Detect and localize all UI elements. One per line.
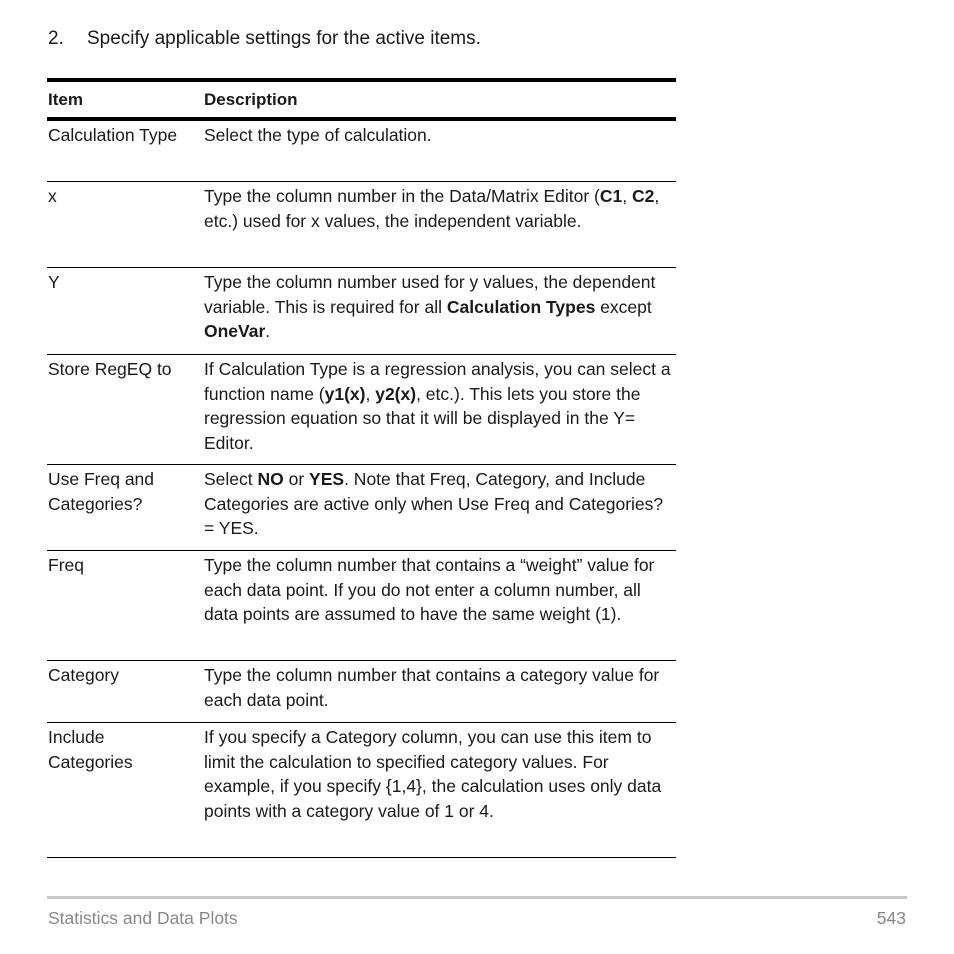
row-item: Category — [48, 665, 120, 685]
row-item: Y — [48, 272, 60, 292]
row-description: Type the column number that contains a “weight” value for each data point. If you do not enter a column number, all data points are assumed to have the same weight (1). — [204, 555, 655, 624]
row-item: Freq — [48, 555, 84, 575]
row-item: x — [48, 186, 57, 206]
row-description: If Calculation Type is a regression analysis, you can select a function name (y1(x), y2(x), etc.). This lets you store the regression equation so that it will be displayed in the Y= Editor. — [204, 359, 671, 453]
row-item: Store RegEQ to — [48, 359, 172, 379]
row-description: Type the column number used for y values, the dependent variable. This is required for all Calculation Types except OneVar. — [204, 272, 656, 341]
settings-table — [47, 78, 676, 858]
row-description: Type the column number in the Data/Matrix Editor (C1, C2, etc.) used for x values, the independent variable. — [204, 186, 660, 231]
row-description: If you specify a Category column, you can use this item to limit the calculation to specified category values. For example, if you specify {1,4}, the calculation uses only data points with a category value of 1 or 4. — [204, 727, 662, 821]
table-row — [47, 465, 676, 551]
step-instruction — [48, 27, 481, 51]
table-header — [47, 82, 676, 121]
footer-page-number: 543 — [876, 908, 906, 928]
header-description: Description — [204, 89, 298, 109]
step-number: 2. — [48, 28, 64, 49]
footer-section-title: Statistics and Data Plots — [48, 908, 238, 928]
table-row — [47, 121, 676, 182]
row-description: Select the type of calculation. — [204, 125, 432, 145]
row-description: Select NO or YES. Note that Freq, Category, and Include Categories are active only when Use Freq and Categories? = YES. — [204, 469, 664, 538]
table-row — [47, 268, 676, 355]
footer-divider — [47, 896, 907, 899]
row-item: Calculation Type — [48, 125, 178, 145]
table-row — [47, 661, 676, 723]
table-row — [47, 723, 676, 858]
table-row — [47, 551, 676, 661]
row-item: Use Freq and Categories? — [48, 469, 155, 514]
row-item: Include Categories — [48, 727, 133, 772]
row-description: Type the column number that contains a category value for each data point. — [204, 665, 660, 710]
header-item: Item — [48, 89, 83, 109]
table-row — [47, 182, 676, 268]
step-text: Specify applicable settings for the active items. — [87, 28, 481, 49]
table-row — [47, 355, 676, 465]
